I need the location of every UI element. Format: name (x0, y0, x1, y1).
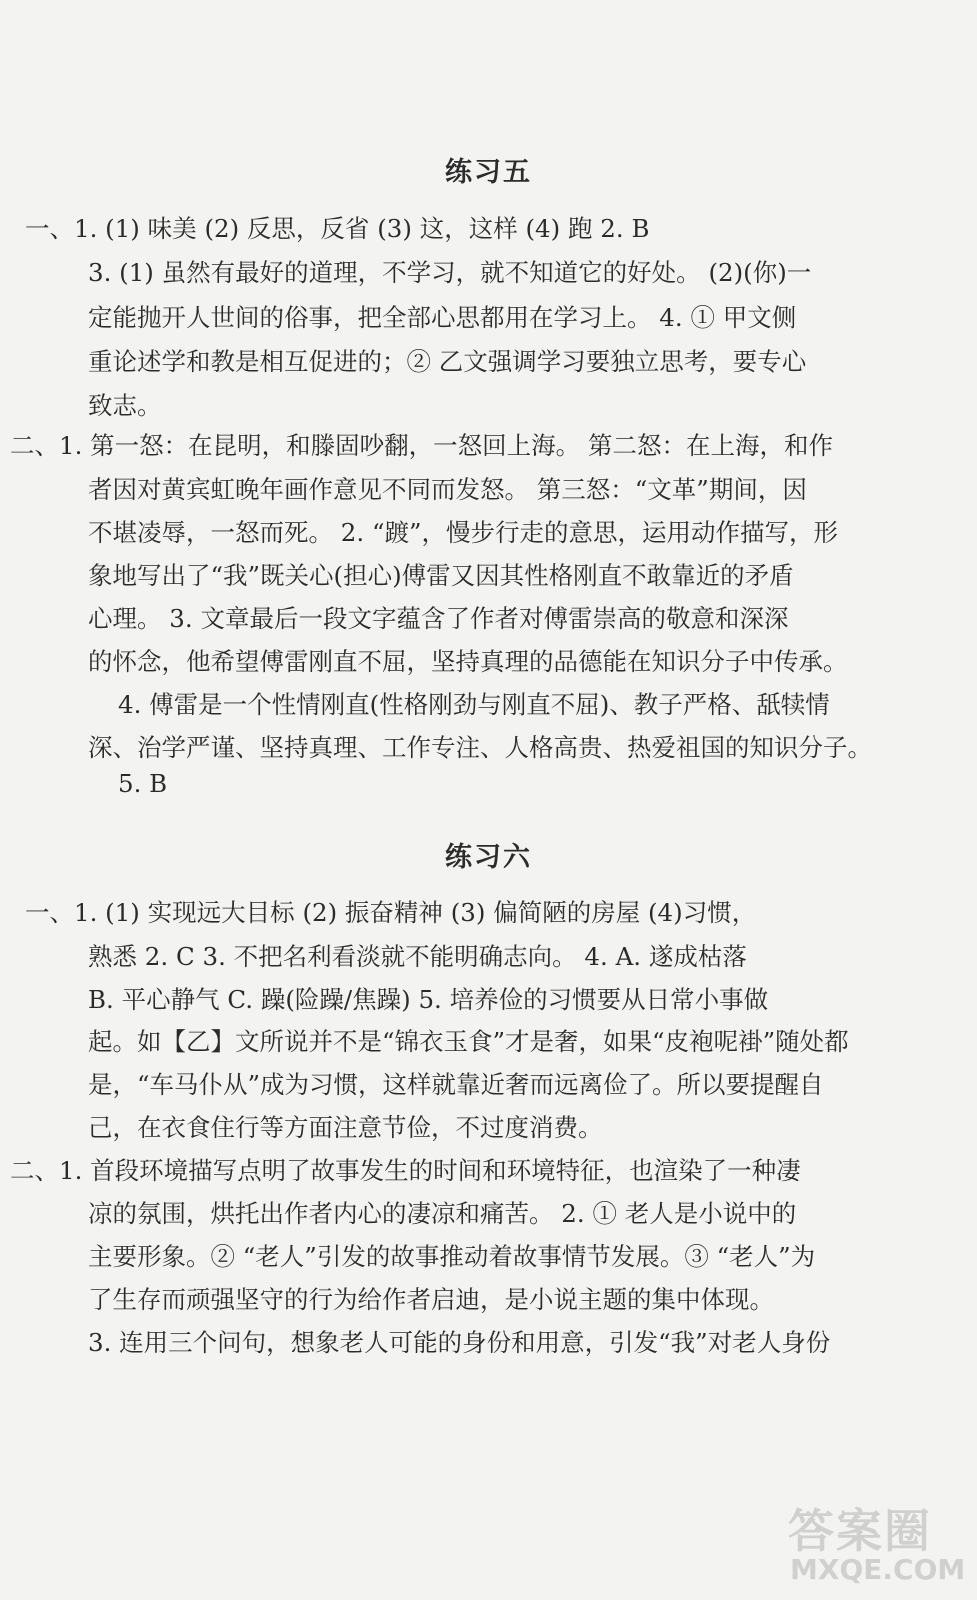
text-line: 一、1. (1) 实现远大目标 (2) 振奋精神 (3) 偏简陋的房屋 (4)习惯， (25, 898, 757, 927)
text-line: 己，在衣食住行等方面注意节俭，不过度消费。 (88, 1113, 603, 1142)
text-line: 一、1. (1) 味美 (2) 反思，反省 (3) 这，这样 (4) 跑 2. B (25, 214, 650, 243)
text-line: 定能抛开人世间的俗事，把全部心思都用在学习上。 4. ① 甲文侧 (88, 303, 797, 332)
text-line: 起。如【乙】文所说并不是“锦衣玉食”才是奢，如果“皮袍呢褂”随处都 (88, 1027, 849, 1056)
section-title-5: 练习五 (445, 157, 532, 188)
text-line: B. 平心静气 C. 躁(险躁/焦躁) 5. 培养俭的习惯要从日常小事做 (88, 985, 769, 1014)
text-line: 3. (1) 虽然有最好的道理，不学习，就不知道它的好处。 (2)(你)一 (88, 258, 812, 287)
text-line: 者因对黄宾虹晚年画作意见不同而发怒。 第三怒：“文革”期间，因 (88, 475, 807, 504)
text-line: 二、1. 首段环境描写点明了故事发生的时间和环境特征，也渲染了一种凄 (10, 1156, 801, 1185)
text-line: 象地写出了“我”既关心(担心)傅雷又因其性格刚直不敢靠近的矛盾 (88, 561, 794, 590)
text-line: 致志。 (88, 391, 162, 420)
watermark-sub: MXQE.COM (790, 1553, 966, 1586)
text-line: 熟悉 2. C 3. 不把名利看淡就不能明确志向。 4. A. 遂成枯落 (88, 942, 747, 971)
text-line: 重论述学和教是相互促进的；② 乙文强调学习要独立思考，要专心 (88, 347, 807, 376)
text-line: 3. 连用三个问句，想象老人可能的身份和用意，引发“我”对老人身份 (88, 1328, 831, 1357)
text-line: 心理。 3. 文章最后一段文字蕴含了作者对傅雷崇高的敬意和深深 (88, 604, 789, 633)
text-line: 的怀念，他希望傅雷刚直不屈，坚持真理的品德能在知识分子中传承。 (88, 647, 848, 676)
watermark-logo (780, 1495, 966, 1590)
text-line: 5. B (118, 769, 168, 798)
text-line: 深、治学严谨、坚持真理、工作专注、人格高贵、热爱祖国的知识分子。 (88, 733, 872, 762)
section-title-6: 练习六 (445, 842, 532, 873)
text-line: 二、1. 第一怒：在昆明，和滕固吵翻，一怒回上海。 第二怒：在上海，和作 (10, 431, 833, 460)
text-line: 凉的氛围，烘托出作者内心的凄凉和痛苦。 2. ① 老人是小说中的 (88, 1199, 797, 1228)
text-line: 了生存而顽强坚守的行为给作者启迪，是小说主题的集中体现。 (88, 1285, 774, 1314)
text-line: 是，“车马仆从”成为习惯，这样就靠近奢而远离俭了。所以要提醒自 (88, 1070, 824, 1099)
watermark-main: 答案圈 (788, 1504, 932, 1558)
text-line: 4. 傅雷是一个性情刚直(性格刚劲与刚直不屈)、教子严格、舐犊情 (118, 690, 830, 719)
text-line: 主要形象。② “老人”引发的故事推动着故事情节发展。③ “老人”为 (88, 1242, 816, 1271)
text-line: 不堪凌辱，一怒而死。 2. “踱”，慢步行走的意思，运用动作描写，形 (88, 518, 838, 547)
